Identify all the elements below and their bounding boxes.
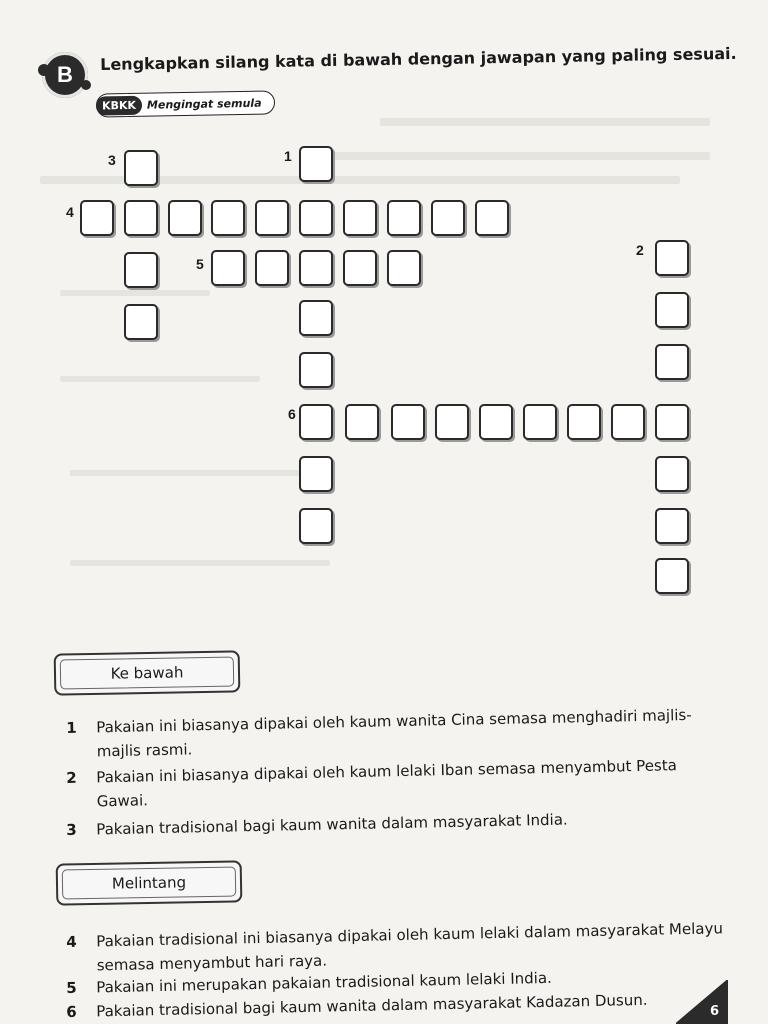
crossword-cell[interactable] <box>655 344 689 380</box>
ghost-text <box>70 470 310 476</box>
crossword-cell[interactable] <box>655 456 689 492</box>
clue-across-4-text: Pakaian tradisional ini biasanya dipakai oleh kaum lelaki dalam masyarakat Melayu semasa menyambut hari raya. <box>96 919 724 975</box>
skill-tag <box>96 90 275 117</box>
crossword-cell[interactable] <box>655 508 689 544</box>
crossword-cell[interactable] <box>299 404 333 440</box>
crossword-cell[interactable] <box>299 200 333 236</box>
page-number: 6 <box>710 1004 720 1019</box>
across-section-header <box>56 860 243 905</box>
clue-down-2-number: 2 <box>66 768 77 787</box>
crossword-cell[interactable] <box>567 404 601 440</box>
instruction-text: Lengkapkan silang kata di bawah dengan jawapan yang paling sesuai. <box>100 43 737 74</box>
crossword-cell[interactable] <box>299 352 333 388</box>
crossword-cell[interactable] <box>479 404 513 440</box>
clue-across-4-number: 4 <box>66 932 77 951</box>
section-badge: B <box>42 52 88 98</box>
crossword-cell[interactable] <box>124 252 158 288</box>
crossword-cell[interactable] <box>387 250 421 286</box>
clue-down-1-text: Pakaian ini biasanya dipakai oleh kaum wanita Cina semasa menghadiri majlis-majlis rasmi. <box>96 705 692 761</box>
clue-across-6-text: Pakaian tradisional bagi kaum wanita dalam masyarakat Kadazan Dusun. <box>96 990 648 1021</box>
crossword-cell[interactable] <box>655 558 689 594</box>
page-corner-decoration <box>676 980 728 1024</box>
crossword-cell[interactable] <box>343 250 377 286</box>
clue-number-2: 2 <box>636 242 644 258</box>
crossword-cell[interactable] <box>523 404 557 440</box>
clue-down-3-number: 3 <box>66 820 77 839</box>
ghost-text <box>380 118 710 126</box>
crossword-cell[interactable] <box>124 150 158 186</box>
crossword-cell[interactable] <box>168 200 202 236</box>
ghost-text <box>330 152 710 160</box>
crossword-cell[interactable] <box>391 404 425 440</box>
clue-down-3-text: Pakaian tradisional bagi kaum wanita dalam masyarakat India. <box>96 810 568 839</box>
crossword-cell[interactable] <box>435 404 469 440</box>
crossword-cell[interactable] <box>211 250 245 286</box>
crossword-cell[interactable] <box>124 304 158 340</box>
clue-down-1-number: 1 <box>66 718 77 737</box>
kbkk-badge: KBKK <box>96 95 142 115</box>
crossword-cell[interactable] <box>299 456 333 492</box>
across-title: Melintang <box>62 866 236 899</box>
crossword-cell[interactable] <box>299 300 333 336</box>
crossword-cell[interactable] <box>255 200 289 236</box>
clue-across-6-number: 6 <box>66 1002 77 1021</box>
ghost-text <box>70 560 330 566</box>
crossword-cell[interactable] <box>655 292 689 328</box>
down-title: Ke bawah <box>60 656 234 689</box>
clue-number-3: 3 <box>108 152 116 168</box>
crossword-cell[interactable] <box>80 200 114 236</box>
crossword-cell[interactable] <box>611 404 645 440</box>
crossword-cell[interactable] <box>211 200 245 236</box>
down-section-header <box>54 650 241 695</box>
clue-number-4: 4 <box>66 204 74 220</box>
crossword-cell[interactable] <box>343 200 377 236</box>
clue-down-2-text: Pakaian ini biasanya dipakai oleh kaum lelaki Iban semasa menyambut Pesta Gawai. <box>96 756 678 811</box>
ghost-text <box>60 376 260 382</box>
crossword-cell[interactable] <box>124 200 158 236</box>
crossword-cell[interactable] <box>431 200 465 236</box>
crossword-cell[interactable] <box>299 146 333 182</box>
crossword-cell[interactable] <box>299 508 333 544</box>
clue-across-5-number: 5 <box>66 978 77 997</box>
clue-number-6: 6 <box>288 406 296 422</box>
crossword-cell[interactable] <box>299 250 333 286</box>
crossword-cell[interactable] <box>655 404 689 440</box>
skill-label: Mengingat semula <box>146 96 262 112</box>
crossword-cell[interactable] <box>387 200 421 236</box>
crossword-cell[interactable] <box>255 250 289 286</box>
clue-number-1: 1 <box>284 148 292 164</box>
clue-number-5: 5 <box>196 256 204 272</box>
crossword-cell[interactable] <box>345 404 379 440</box>
ghost-text <box>60 290 210 296</box>
clue-across-5-text: Pakaian ini merupakan pakaian tradisional kaum lelaki India. <box>96 968 553 997</box>
crossword-cell[interactable] <box>655 240 689 276</box>
crossword-cell[interactable] <box>475 200 509 236</box>
